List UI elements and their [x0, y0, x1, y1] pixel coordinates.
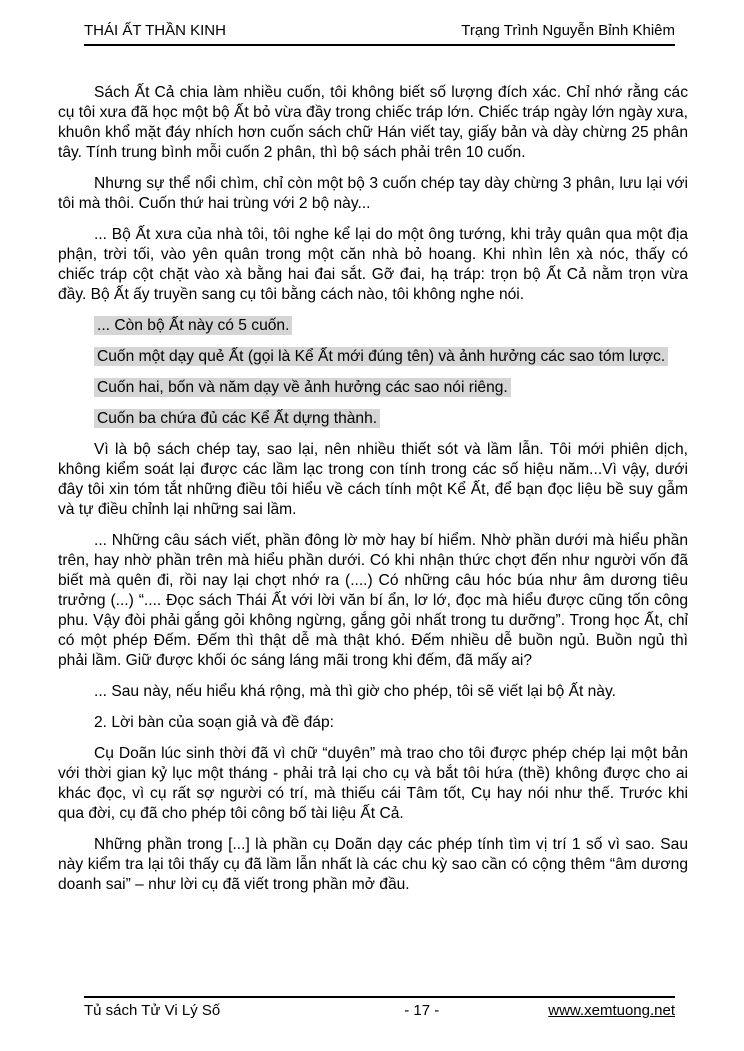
paragraph-text: Cụ Doãn lúc sinh thời đã vì chữ “duyên” mà trao cho tôi được phép chép lại một bản với thời gian kỷ lục một tháng - phải trả lại cho cụ và bắt tôi hứa (thề) không được cho ai khác đọc, vì cụ rất sợ người có trí, mà thiếu cái Tâm tốt, Cụ hay nói như thế. Trước khi qua đời, cụ đã cho phép tôi công bố tài liệu Ất Cả.	[58, 745, 688, 822]
highlighted-text: ... Còn bộ Ất này có 5 cuốn.	[94, 316, 292, 335]
paragraph	[58, 713, 688, 733]
paragraph-text: Những phần trong [...] là phần cụ Doãn dạy các phép tính tìm vị trí 1 số vì sao. Sau này kiểm tra lại tôi thấy cụ đã lầm lẫn nhất là các chu kỳ sao cần có cộng thêm “âm dương doanh sai” – như lời cụ đã viết trong phần mở đầu.	[58, 836, 688, 893]
footer-website-link[interactable]: www.xemtuong.net	[548, 1002, 675, 1019]
paragraph	[58, 835, 688, 895]
paragraph	[58, 83, 688, 163]
paragraph-text: Nhưng sự thể nổi chìm, chỉ còn một bộ 3 cuốn chép tay dày chừng 3 phân, lưu lại với tôi mà thôi. Cuốn thứ hai trùng với 2 bộ này...	[58, 175, 688, 212]
paragraph	[58, 378, 688, 398]
header-book-title: THÁI ẤT THẦN KINH	[84, 22, 226, 39]
paragraph	[58, 409, 688, 429]
page-footer	[84, 996, 675, 1019]
paragraph-text: Sách Ất Cả chia làm nhiều cuốn, tôi không biết số lượng đích xác. Chỉ nhớ rằng các cụ tôi xưa đã học một bộ Ất bỏ vừa đầy trong chiếc tráp lớn. Chiếc tráp ngày lớn ngày xưa, khuôn khổ mặt đáy nhích hơn cuốn sách chữ Hán viết tay, giấy bản và dày chừng 25 phân tây. Tính trung bình mỗi cuốn 2 phân, thì bộ sách phải trên 10 cuốn.	[58, 84, 688, 161]
document-body	[58, 83, 688, 906]
paragraph	[58, 531, 688, 671]
paragraph	[58, 682, 688, 702]
paragraph-text: ... Những câu sách viết, phần đông lờ mờ hay bí hiểm. Nhờ phần dưới mà hiểu phần trên, hay nhờ phần trên mà hiểu phần dưới. Có khi nhận thức chợt đến như người vốn đã biết mà quên đi, rồi nay lại chợt nhớ ra (....) Có những câu hóc búa như âm dương tiêu trưởng (...) “.... Đọc sách Thái Ất với lời văn bí ẩn, lơ lớ, đọc mà hiểu được cũng tốn công phu. Vậy đòi phải gắng gỏi không ngừng, gắng gỏi nhất trong tu dưỡng”. Trong học Ất, chỉ có một phép Đếm. Đếm thì thật dễ mà thật khó. Đếm nhiều dễ buồn ngủ. Buồn ngủ thì phải lầm. Giữ được khối óc sáng láng mãi trong khi đếm, đã mấy ai?	[58, 532, 688, 669]
paragraph	[58, 347, 688, 367]
footer-library-name: Tủ sách Tử Vi Lý Số	[84, 1002, 221, 1019]
highlighted-text: Cuốn ba chứa đủ các Kể Ất dựng thành.	[94, 409, 380, 428]
paragraph	[58, 316, 688, 336]
paragraph	[58, 174, 688, 214]
paragraph-text: Vì là bộ sách chép tay, sao lại, nên nhiều thiết sót và lầm lẫn. Tôi mới phiên dịch, không kiểm soát lại được các lầm lạc trong con tính trong các số hiệu năm...Vì vậy, dưới đây tôi xin tóm tắt những điều tôi hiểu về cách tính một Kể Ất, để bạn đọc liệu bề suy gẫm và tự điều chỉnh lại những sai lầm.	[58, 441, 688, 518]
paragraph-text: ... Sau này, nếu hiểu khá rộng, mà thì giờ cho phép, tôi sẽ viết lại bộ Ất này.	[94, 683, 616, 700]
highlighted-text: Cuốn hai, bốn và năm dạy về ảnh hưởng các sao nói riêng.	[94, 378, 511, 397]
header-author: Trạng Trình Nguyễn Bỉnh Khiêm	[461, 22, 675, 39]
highlighted-text: Cuốn một dạy quẻ Ất (gọi là Kể Ất mới đúng tên) và ảnh hưởng các sao tóm lược.	[94, 347, 668, 366]
paragraph	[58, 440, 688, 520]
paragraph	[58, 744, 688, 824]
page-header	[84, 22, 675, 46]
paragraph	[58, 225, 688, 305]
footer-page-number: - 17 -	[404, 1002, 440, 1019]
paragraph-text: 2. Lời bàn của soạn giả và đề đáp:	[94, 714, 334, 731]
paragraph-text: ... Bộ Ất xưa của nhà tôi, tôi nghe kể lại do một ông tướng, khi trảy quân qua một địa phận, trời tối, vào yên quân trong một căn nhà bỏ hoang. Khi nhìn lên xà nóc, thấy có chiếc tráp cột chặt vào xà bằng hai đai sắt. Gỡ đai, hạ tráp: trọn bộ Ất Cả nằm trọn vừa đầy. Bộ Ất ấy truyền sang cụ tôi bằng cách nào, tôi không nghe nói.	[58, 226, 688, 303]
